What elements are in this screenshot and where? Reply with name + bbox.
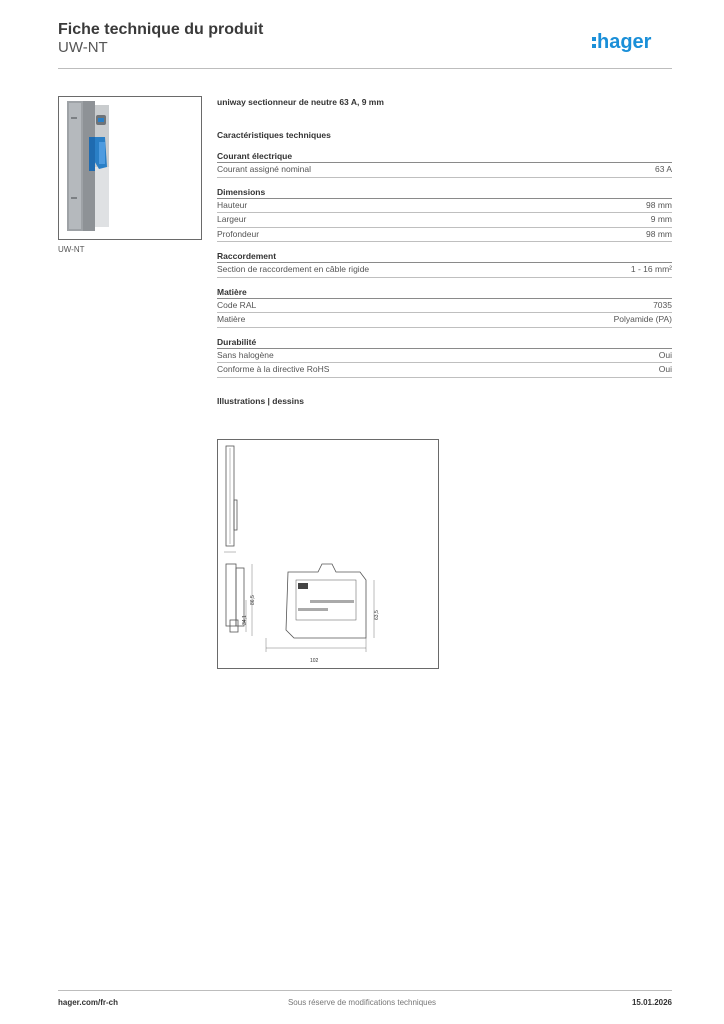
footer-divider bbox=[58, 990, 672, 991]
spec-group-dimensions bbox=[217, 186, 672, 243]
hager-logo bbox=[592, 26, 672, 56]
spec-group-title: Dimensions bbox=[217, 186, 266, 197]
technical-drawing bbox=[217, 439, 439, 669]
spec-row bbox=[217, 228, 672, 243]
product-description: uniway sectionneur de neutre 63 A, 9 mm bbox=[217, 97, 384, 107]
footer-note: Sous réserve de modifications techniques bbox=[287, 998, 437, 1007]
footer-website-link[interactable]: hager.com/fr-ch bbox=[58, 998, 119, 1007]
dim-width: 102 bbox=[310, 658, 319, 664]
spec-label: Section de raccordement en câble rigide bbox=[217, 264, 370, 274]
spec-label: Conforme à la directive RoHS bbox=[217, 364, 330, 374]
spec-value: Polyamide (PA) bbox=[613, 314, 672, 324]
spec-value: 1 - 16 mm² bbox=[630, 264, 672, 274]
spec-group-title: Matière bbox=[217, 286, 247, 297]
spec-value: 9 mm bbox=[650, 214, 672, 224]
product-image-caption: UW-NT bbox=[58, 245, 85, 254]
spec-label: Sans halogène bbox=[217, 349, 274, 360]
spec-group-matiere bbox=[217, 286, 672, 328]
spec-row bbox=[217, 199, 672, 214]
footer-date: 15.01.2026 bbox=[631, 998, 672, 1007]
product-photo-icon bbox=[59, 97, 201, 239]
dim-height-total: 86,5 bbox=[250, 595, 256, 605]
product-image bbox=[58, 96, 202, 240]
spec-row bbox=[217, 313, 672, 328]
spec-group-title: Courant électrique bbox=[217, 151, 293, 161]
spec-group-title: Durabilité bbox=[217, 336, 257, 347]
illustrations-title: Illustrations | dessins bbox=[217, 395, 304, 406]
spec-label: Profondeur bbox=[217, 228, 260, 239]
spec-value: 98 mm bbox=[646, 228, 672, 239]
spec-label: Hauteur bbox=[217, 199, 248, 210]
product-reference: UW-NT bbox=[58, 39, 108, 56]
spec-group-raccordement bbox=[217, 250, 672, 278]
spec-row bbox=[217, 213, 672, 228]
spec-label: Courant assigné nominal bbox=[217, 164, 312, 174]
spec-group-courant bbox=[217, 150, 672, 178]
spec-value: 63 A bbox=[654, 164, 672, 174]
dimension-drawing-icon bbox=[218, 440, 438, 668]
spec-group-durabilite bbox=[217, 336, 672, 378]
specs-section-title: Caractéristiques techniques bbox=[217, 130, 331, 140]
page-title: Fiche technique du produit bbox=[58, 21, 264, 38]
spec-row bbox=[217, 349, 672, 364]
spec-label: Matière bbox=[217, 314, 246, 324]
spec-content bbox=[217, 96, 672, 408]
dim-depth: 34,1 bbox=[242, 615, 248, 625]
spec-label: Code RAL bbox=[217, 299, 257, 310]
spec-value: Oui bbox=[658, 349, 672, 360]
spec-label: Largeur bbox=[217, 214, 247, 224]
spec-group-title: Raccordement bbox=[217, 251, 277, 261]
spec-value: 98 mm bbox=[646, 199, 672, 210]
dim-height-body: 63,5 bbox=[374, 610, 380, 620]
header-divider bbox=[58, 68, 672, 69]
spec-row bbox=[217, 299, 672, 314]
spec-row bbox=[217, 363, 672, 378]
spec-value: 7035 bbox=[653, 299, 672, 310]
spec-value: Oui bbox=[658, 364, 672, 374]
spec-row bbox=[217, 163, 672, 178]
brand-name: hager bbox=[597, 31, 652, 53]
spec-row bbox=[217, 263, 672, 278]
